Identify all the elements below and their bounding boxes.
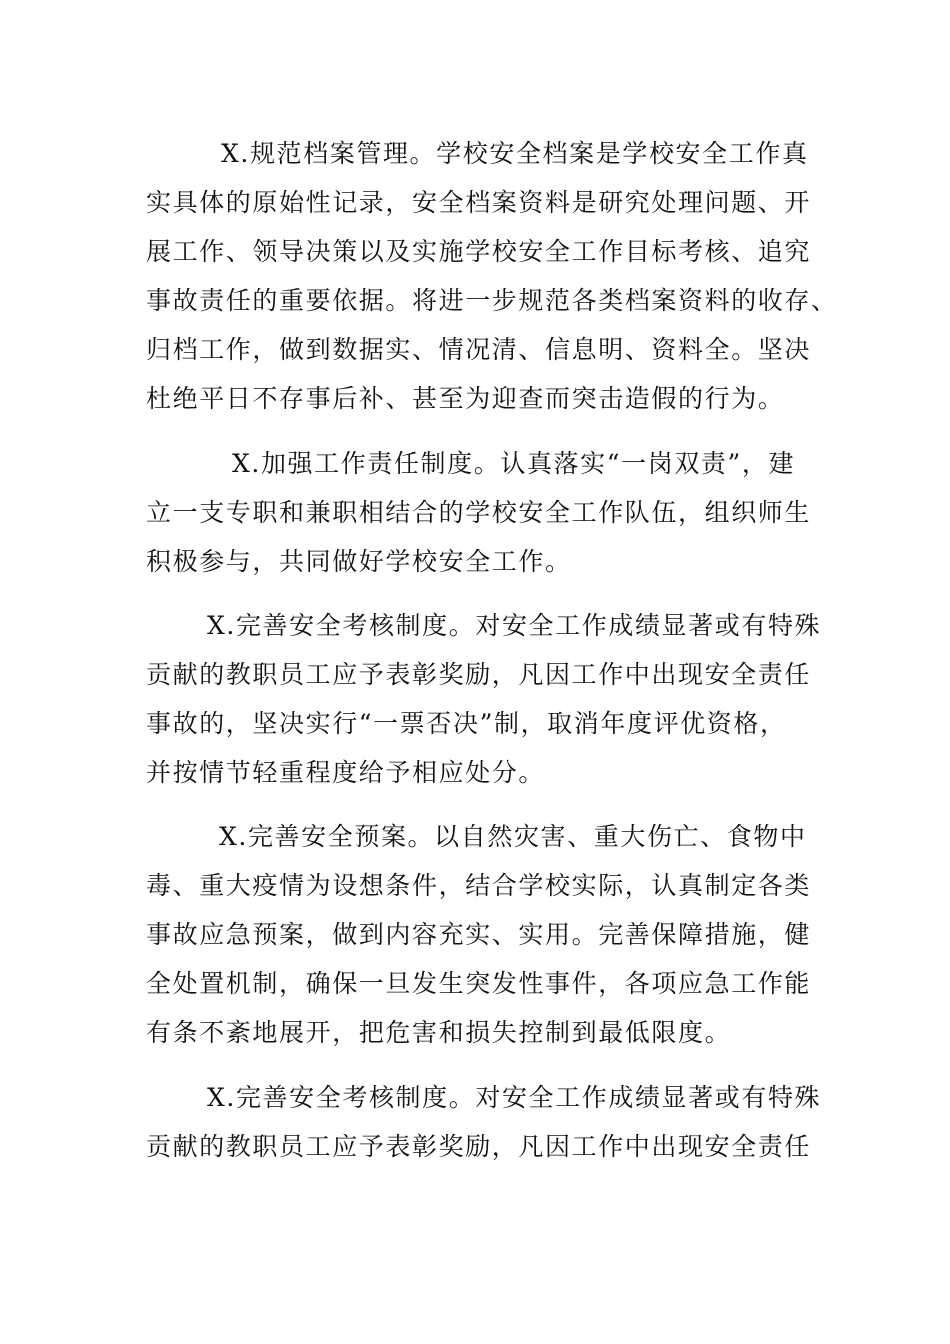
- paragraph-4-line-2: 毒、重大疫情为设想条件，结合学校实际，认真制定各类: [146, 871, 812, 900]
- paragraph-2-line-3: 积极参与，共同做好学校安全工作。: [146, 547, 572, 576]
- paragraph-4-line-3: 事故应急预案，做到内容充实、实用。完善保障措施，健: [146, 920, 812, 949]
- paragraph-3-line-1: X.完善安全考核制度。对安全工作成绩显著或有特殊: [207, 611, 822, 640]
- paragraph-1-line-6: 杜绝平日不存事后补、甚至为迎查而突击造假的行为。: [146, 384, 785, 413]
- paragraph-1-line-1: X.规范档案管理。学校安全档案是学校安全工作真: [221, 139, 809, 168]
- paragraph-1-line-2: 实具体的原始性记录，安全档案资料是研究处理问题、开: [146, 188, 812, 217]
- paragraph-1-line-4: 事故责任的重要依据。将进一步规范各类档案资料的收存、: [146, 286, 838, 315]
- paragraph-4-line-4: 全处置机制，确保一旦发生突发性事件，各项应急工作能: [146, 969, 812, 998]
- paragraph-2-line-1: X.加强工作责任制度。认真落实“一岗双责”，建: [232, 449, 796, 478]
- paragraph-1-line-5: 归档工作，做到数据实、情况清、信息明、资料全。坚决: [146, 335, 812, 364]
- paragraph-2-line-2: 立一支专职和兼职相结合的学校安全工作队伍，组织师生: [146, 498, 812, 527]
- paragraph-4-line-5: 有条不紊地展开，把危害和损失控制到最低限度。: [146, 1018, 732, 1047]
- paragraph-5-line-2: 贡献的教职员工应予表彰奖励，凡因工作中出现安全责任: [146, 1132, 812, 1161]
- paragraph-3-line-4: 并按情节轻重程度给予相应处分。: [146, 758, 546, 787]
- paragraph-4-line-1: X.完善安全预案。以自然灾害、重大伤亡、食物中: [219, 822, 807, 851]
- paragraph-3-line-3: 事故的，坚决实行“一票否决”制，取消年度评优资格，: [146, 709, 787, 738]
- paragraph-5-line-1: X.完善安全考核制度。对安全工作成绩显著或有特殊: [207, 1083, 822, 1112]
- paragraph-1-line-3: 展工作、领导决策以及实施学校安全工作目标考核、追究: [146, 237, 812, 266]
- paragraph-3-line-2: 贡献的教职员工应予表彰奖励，凡因工作中出现安全责任: [146, 660, 812, 689]
